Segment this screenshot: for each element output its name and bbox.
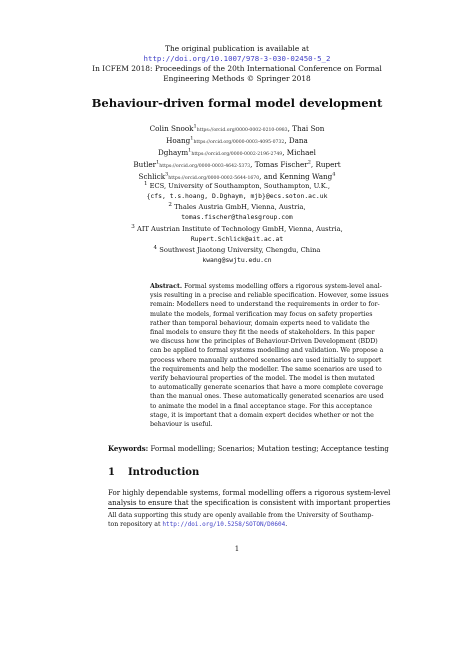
affiliation-2: [0, 201, 474, 213]
publication-doi-link[interactable]: http://doi.org/10.1007/978-3-030-02450-5_2: [143, 54, 331, 63]
footnote-line: [108, 520, 442, 529]
author-affil-mark: 3: [165, 171, 169, 178]
section-heading: [108, 466, 408, 479]
author-name: , and Kenning Wang: [259, 172, 333, 181]
abstract-line: to animate the model in a final acceptance stage. For this acceptance: [150, 402, 373, 410]
abstract-text: Formal systems modelling offers a rigorous system-level anal-: [184, 283, 382, 290]
abstract-line: final models to ensure they fit the needs of stakeholders. In this paper: [150, 329, 375, 337]
intro-line: analysis to ensure that the specification is consistent with important properties: [108, 499, 391, 508]
author-name: , Rupert: [310, 160, 341, 169]
abstract-line: verify behavioural properties of the model. The model is then mutated: [150, 375, 375, 383]
orcid-link[interactable]: https://orcid.org/0000-0002-5644-1670: [168, 176, 260, 181]
page-number: 1: [234, 545, 240, 553]
author-name: , Thai Son: [287, 124, 325, 133]
abstract: [150, 282, 390, 429]
keywords-label: Keywords:: [108, 444, 149, 453]
affiliation-text: AIT Austrian Institute of Technology GmbH, Vienna, Austria,: [136, 225, 343, 234]
abstract-line: behaviour is useful.: [150, 421, 213, 429]
abstract-line: the requirements and help the modeller. The same scenarios are used to: [150, 365, 382, 373]
abstract-line: [150, 282, 390, 291]
affiliation-1-email[interactable]: {cfs, t.s.hoang, D.Dghaym, mjb}@ecs.soton.ac.uk: [146, 191, 328, 200]
abstract-line: to automatically generate scenarios that have a more complete coverage: [150, 384, 384, 392]
abstract-line: we discuss how the principles of Behaviour-Driven Development (BDD): [150, 338, 378, 346]
footnote-rule: [108, 508, 188, 509]
author-name: Butler: [133, 160, 157, 169]
affiliation-2-email[interactable]: tomas.fischer@thalesgroup.com: [181, 213, 293, 222]
author-affil-mark: 2: [307, 159, 311, 166]
affiliation-text: Thales Austria GmbH, Vienna, Austria,: [174, 203, 306, 212]
author-affil-mark: 1: [156, 159, 160, 166]
data-repository-link[interactable]: http://doi.org/10.5258/SOTON/D0604: [162, 521, 286, 528]
abstract-line: mulate the models, formal verification may focus on safety properties: [150, 310, 373, 318]
abstract-line: stage, it is important that a domain expert decides whether or not the: [150, 411, 374, 419]
affiliation-4: [0, 244, 474, 256]
affiliation-list: [0, 180, 474, 266]
affiliation-number: 3: [131, 223, 135, 230]
author-name: Hoang: [166, 136, 191, 145]
paper-title: Behaviour-driven formal model development: [91, 96, 383, 110]
author-line-2: [0, 136, 474, 148]
footnote-text: .: [285, 521, 288, 528]
orcid-link[interactable]: https://orcid.org/0000-0002-2196-2749: [191, 152, 283, 157]
author-line-3: [0, 148, 474, 160]
abstract-label: Abstract.: [150, 283, 183, 290]
publication-note: [0, 44, 474, 84]
keywords-text: Formal modelling; Scenarios; Mutation testing; Acceptance testing: [150, 445, 389, 453]
orcid-link[interactable]: https://orcid.org/0000-0002-0210-0983: [196, 128, 288, 133]
author-affil-mark: 1: [190, 135, 194, 142]
publication-note-line1: The original publication is available at: [165, 44, 309, 53]
abstract-line: rather than temporal behaviour, domain experts need to validate the: [150, 319, 370, 327]
abstract-line: process where manually authored scenarios are used initially to support: [150, 356, 382, 364]
affiliation-3-email[interactable]: Rupert.Schlick@ait.ac.at: [190, 234, 284, 243]
affiliation-4-email[interactable]: kwang@swjtu.edu.cn: [202, 256, 272, 265]
author-name: Schlick: [138, 172, 166, 181]
affiliation-1: [0, 180, 474, 192]
orcid-link[interactable]: https://orcid.org/0000-0003-4095-0732: [193, 140, 285, 145]
author-name: , Dana: [284, 136, 308, 145]
author-name: , Michael: [282, 148, 316, 157]
abstract-line: can be applied to formal systems modelling and validation. We propose a: [150, 347, 384, 355]
author-name: Dghaym: [158, 148, 189, 157]
orcid-link[interactable]: https://orcid.org/0000-0003-4642-5373: [159, 164, 251, 169]
abstract-line: than the manual ones. These automatically generated scenarios are used: [150, 393, 384, 401]
footnote: [108, 511, 442, 529]
author-line-4: [0, 160, 474, 172]
affiliation-text: Southwest Jiaotong University, Chengdu, China: [159, 246, 321, 255]
author-affil-mark: 4: [332, 171, 336, 178]
footnote-line: All data supporting this study are openly available from the University of Southamp-: [108, 512, 374, 519]
author-list: [0, 124, 474, 184]
author-name: , Tomas Fischer: [250, 160, 308, 169]
footnote-text: ton repository at: [108, 521, 163, 528]
affiliation-number: 1: [143, 181, 148, 187]
author-name: Colin Snook: [149, 124, 194, 133]
section-title: Introduction: [128, 467, 200, 478]
abstract-line: ysis resulting in a precise and reliable specification. However, some issues: [150, 292, 389, 300]
author-line-1: [0, 124, 474, 136]
keywords: [108, 444, 438, 454]
affiliation-3: [0, 223, 474, 235]
intro-line: For highly dependable systems, formal modelling offers a rigorous system-level: [108, 489, 391, 497]
affiliation-number: 2: [168, 202, 172, 209]
author-affil-mark: 1: [193, 123, 197, 130]
affiliation-text: ECS, University of Southampton, Southampton, U.K.,: [149, 182, 331, 191]
intro-paragraph: [108, 488, 442, 509]
abstract-line: remain: Modellers need to understand the requirements in order to for-: [150, 301, 380, 309]
publication-note-line4: Engineering Methods © Springer 2018: [163, 74, 311, 83]
author-affil-mark: 1: [188, 147, 192, 154]
section-number: 1: [108, 467, 115, 478]
publication-note-line3: In ICFEM 2018: Proceedings of the 20th International Conference on Formal: [92, 64, 382, 73]
affiliation-number: 4: [153, 245, 158, 252]
